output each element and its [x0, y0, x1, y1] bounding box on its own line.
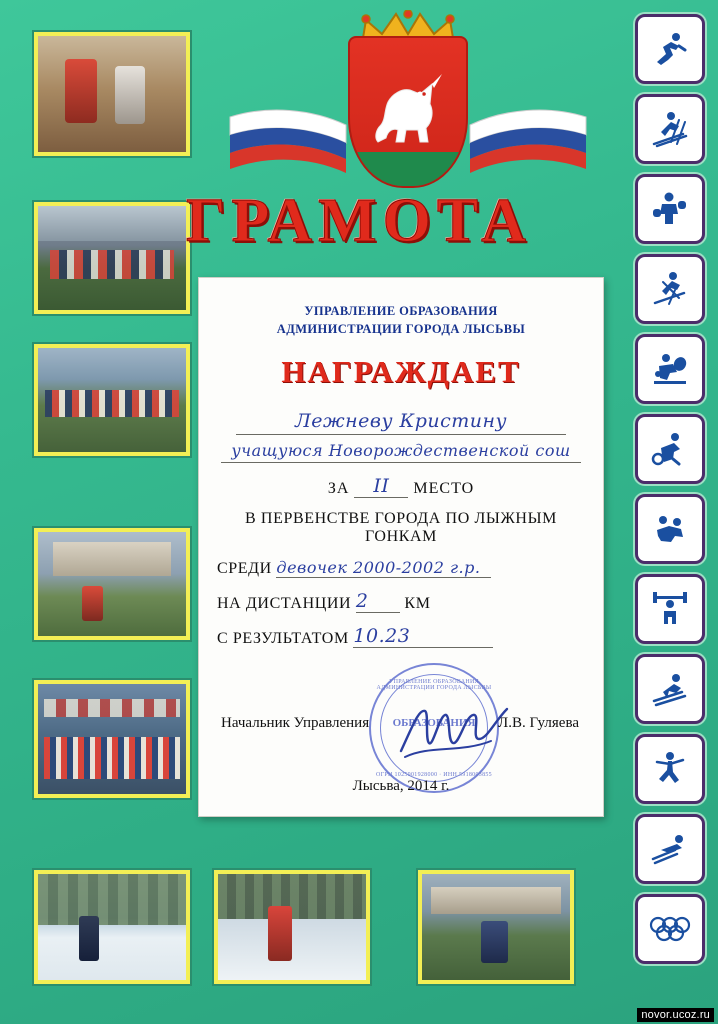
athlete-indoor-photo: [418, 870, 574, 984]
page-title: ГРАМОТА: [186, 187, 532, 255]
recipient-name-row: [217, 412, 585, 435]
recipient-name-value: Лежневу Кристину: [236, 412, 566, 435]
stamp-top-text: УПРАВЛЕНИЕ ОБРАЗОВАНИЯ АДМИНИСТРАЦИИ ГОРОДА ЛЫСЬВЫ: [376, 679, 492, 691]
handwritten-signature: [395, 695, 515, 770]
place-row: [217, 474, 585, 498]
awards-heading: НАГРАЖДАЕТ: [281, 354, 521, 390]
left-photo-column: [18, 16, 188, 856]
result-row: [217, 625, 585, 648]
issuing-organization: [217, 302, 585, 338]
city-and-year: Лысьва, 2014 г.: [352, 778, 450, 794]
result-label: С РЕЗУЛЬТАТОМ: [217, 629, 349, 647]
recipient-school-row: [217, 443, 585, 463]
event-line: В ПЕРВЕНСТВЕ ГОРОДА ПО ЛЫЖНЫМ ГОНКАМ: [245, 509, 557, 545]
russian-flag-ribbon: [228, 103, 588, 175]
skier-winter-forest-photo: [34, 870, 190, 984]
among-row: [217, 558, 585, 578]
soccer-icon: [635, 414, 705, 484]
distance-row: [217, 590, 585, 613]
stamp-bottom-text: ОГРН 1025901928000 · ИНН 5918003855: [376, 772, 492, 778]
distance-value: 2: [356, 590, 400, 613]
place-value: II: [354, 477, 408, 498]
among-label: СРЕДИ: [217, 559, 272, 577]
running-icon: [635, 14, 705, 84]
recipient-school-value: учащуюся Новорождественской сош: [221, 443, 581, 463]
alpine-skiing-icon: [635, 654, 705, 724]
signature-area: [217, 673, 585, 783]
distance-unit-label: КМ: [404, 594, 431, 612]
place-prefix-label: ЗА: [327, 479, 350, 497]
ski-jumping-icon: [635, 814, 705, 884]
result-value: 10.23: [353, 625, 493, 648]
basketball-game-photo: [34, 32, 190, 156]
weightlifting-icon: [635, 574, 705, 644]
biathlon-icon: [635, 254, 705, 324]
table-tennis-icon: [635, 334, 705, 404]
wrestling-icon: [635, 494, 705, 564]
signer-name: Л.В. Гуляева: [498, 715, 579, 731]
bottom-photo-row: [18, 866, 618, 988]
certificate-card: [198, 277, 604, 817]
children-running-outdoors-photo: [34, 528, 190, 640]
signer-title: Начальник Управления: [221, 715, 370, 731]
team-group-in-gym-photo: [34, 680, 190, 798]
site-watermark: novor.ucoz.ru: [637, 1008, 714, 1022]
coat-of-arms: [228, 8, 588, 198]
among-value: девочек 2000-2002 г.р.: [276, 558, 491, 578]
olympic-rings-icon: [635, 894, 705, 964]
distance-label: НА ДИСТАНЦИИ: [217, 594, 352, 612]
org-line-1: УПРАВЛЕНИЕ ОБРАЗОВАНИЯ: [304, 304, 498, 318]
running-race-crowd-photo: [34, 344, 190, 456]
figure-skating-icon: [635, 734, 705, 804]
org-line-2: АДМИНИСТРАЦИИ ГОРОДА ЛЫСЬВЫ: [276, 322, 526, 337]
place-suffix-label: МЕСТО: [413, 479, 475, 497]
cross-country-skiing-icon: [635, 94, 705, 164]
pictogram-column: [632, 14, 708, 964]
young-skier-photo: [214, 870, 370, 984]
stamp-mid-text: ОБРАЗОВАНИЯ: [392, 717, 476, 729]
